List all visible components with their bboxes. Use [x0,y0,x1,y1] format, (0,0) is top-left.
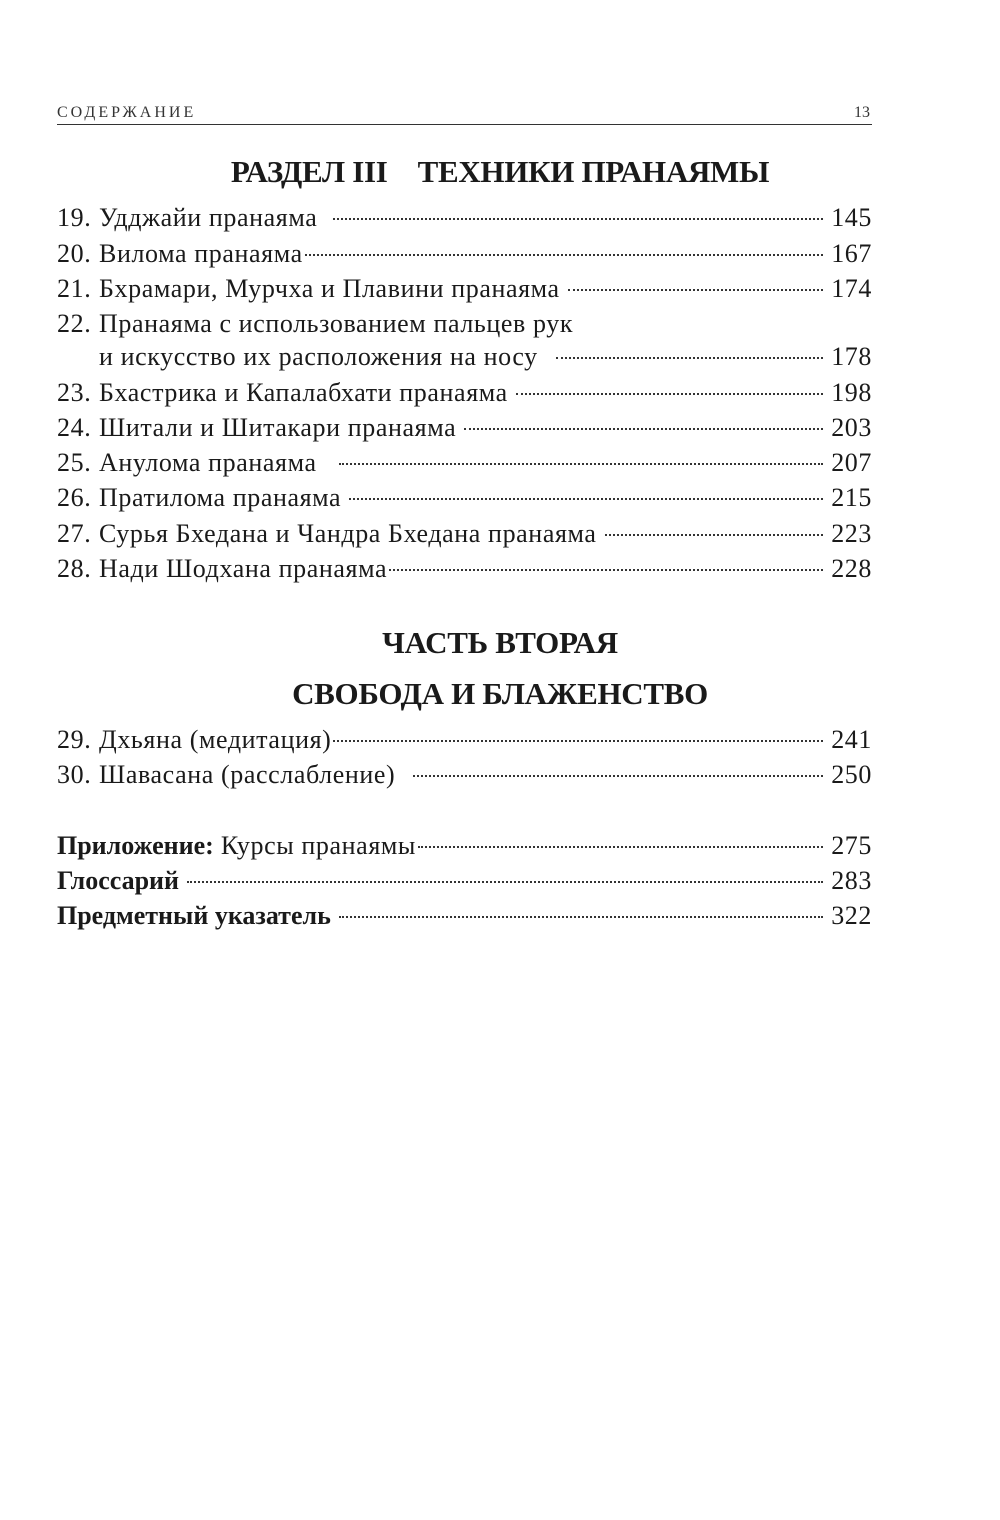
dot-leader [418,846,823,848]
toc-entry[interactable] [57,413,872,445]
dot-leader [305,254,823,256]
entry-bold-label: Предметный указатель [57,901,331,930]
entry-page: 275 [831,831,872,860]
dot-leader [339,463,824,465]
page-number: 13 [854,104,870,121]
dot-leader [413,775,823,777]
entry-title: Пратилома пранаяма [99,483,342,512]
section-title: ТЕХНИКИ ПРАНАЯМЫ [417,154,770,189]
entry-page: 250 [831,760,872,789]
toc-entry[interactable] [57,554,872,586]
toc-entry[interactable] [57,274,872,306]
entry-bold-label: Приложение: [57,831,214,860]
dot-leader [339,916,823,918]
entry-bold-label: Глоссарий [57,866,180,895]
entry-page: 228 [831,554,872,583]
entry-page: 215 [831,483,872,512]
entry-title: Нади Шодхана пранаяма [99,554,388,583]
section-label: РАЗДЕЛ III [230,154,388,189]
entry-number: 30. [57,760,92,789]
running-header [57,102,872,125]
entry-title: Шавасана (расслабление) [99,760,396,789]
entry-page: 198 [831,378,872,407]
entry-number: 20. [57,239,92,268]
part-title: СВОБОДА И БЛАЖЕНСТВО [292,676,708,711]
entry-title: Пранаяма с использованием пальцев рук [99,309,574,338]
toc-entry-index[interactable] [57,901,872,933]
dot-leader [389,569,823,571]
entry-title-continued: и искусство их расположения на носу [99,342,538,371]
entry-title: Бхрамари, Мурчха и Плавини пранаяма [99,274,560,303]
toc-entry-line1[interactable] [57,309,872,341]
dot-leader [556,357,823,359]
toc-entry[interactable] [57,760,872,792]
toc-entry[interactable] [57,725,872,757]
part-label: ЧАСТЬ ВТОРАЯ [382,625,618,660]
entry-page: 167 [831,239,872,268]
dot-leader [464,428,823,430]
entry-title: Анулома пранаяма [99,448,317,477]
entry-page: 241 [831,725,872,754]
entry-title: Бхастрика и Капалабхати пранаяма [99,378,508,407]
dot-leader [568,289,823,291]
section-heading [0,154,1000,190]
toc-entry-glossary[interactable] [57,866,872,898]
dot-leader [605,534,824,536]
toc-entry[interactable] [57,483,872,515]
entry-title: Удджайи пранаяма [99,203,318,232]
entry-page: 174 [831,274,872,303]
entry-page: 207 [831,448,872,477]
entry-title: Сурья Бхедана и Чандра Бхедана пранаяма [99,519,597,548]
entry-number: 28. [57,554,92,583]
entry-page: 283 [831,866,872,895]
entry-title: Вилома пранаяма [99,239,303,268]
entry-number: 23. [57,378,92,407]
toc-entry[interactable] [57,378,872,410]
toc-entry[interactable] [57,519,872,551]
running-header-title: СОДЕРЖАНИЕ [57,104,197,121]
entry-page: 223 [831,519,872,548]
entry-page: 322 [831,901,872,930]
toc-entry[interactable] [57,203,872,235]
dot-leader [187,881,823,883]
dot-leader [333,218,823,220]
entry-number: 27. [57,519,92,548]
entry-number: 21. [57,274,92,303]
dot-leader [333,740,823,742]
toc-entry[interactable] [57,448,872,480]
toc-entry-appendix[interactable] [57,831,872,863]
entry-page: 145 [831,203,872,232]
toc-entry[interactable] [57,239,872,271]
entry-number: 26. [57,483,92,512]
entry-number: 29. [57,725,92,754]
entry-page: 178 [831,342,872,371]
entry-number: 24. [57,413,92,442]
entry-title: Шитали и Шитакари пранаяма [99,413,457,442]
entry-page: 203 [831,413,872,442]
toc-entry-line2[interactable] [57,342,872,374]
entry-title: Курсы пранаямы [213,831,416,860]
dot-leader [349,498,823,500]
entry-number: 25. [57,448,92,477]
entry-number: 22. [57,309,92,338]
dot-leader [516,393,823,395]
entry-title: Дхьяна (медитация) [99,725,332,754]
entry-number: 19. [57,203,92,232]
